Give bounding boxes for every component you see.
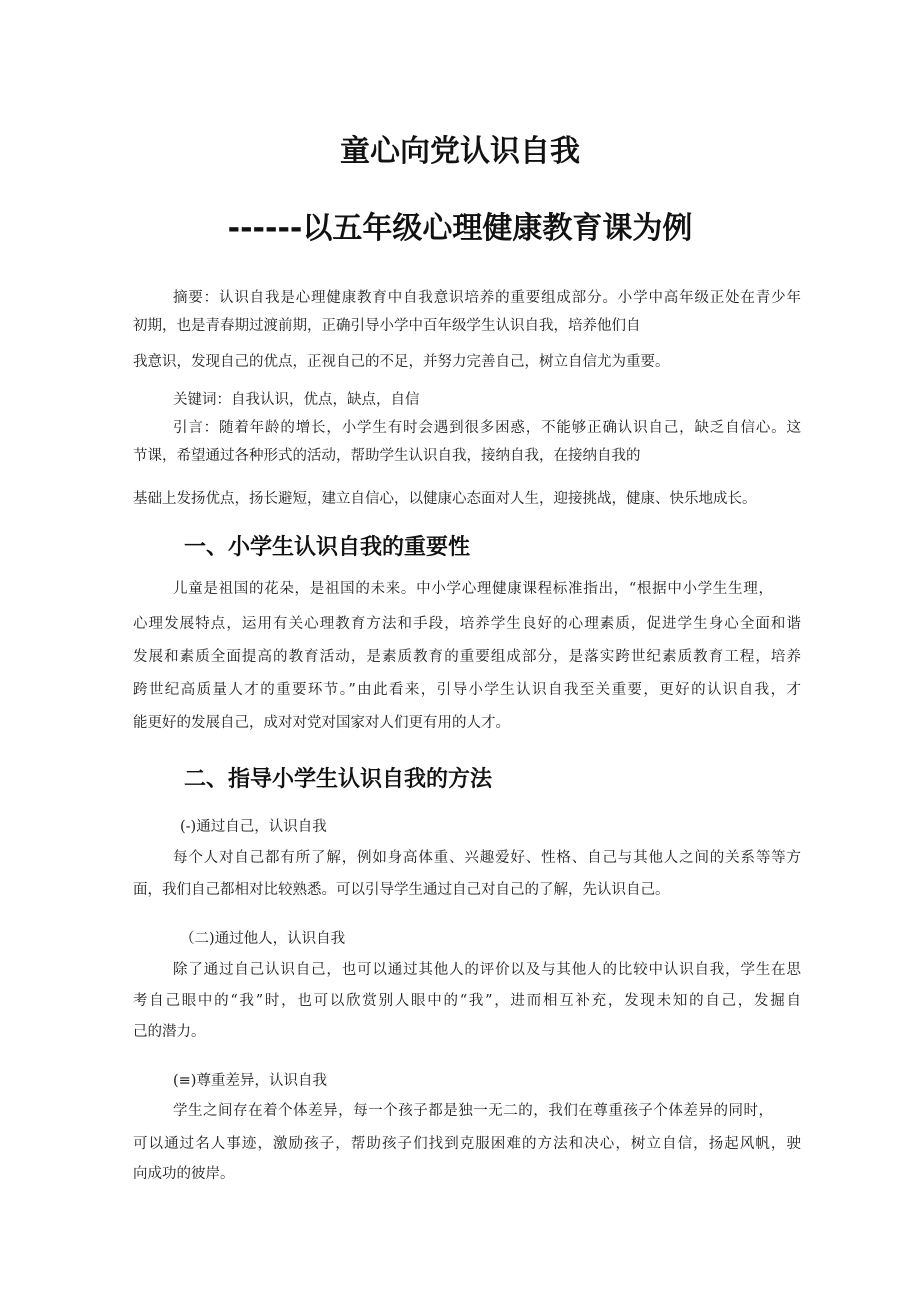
subsection-1-line-2: 面，我们自己都相对比较熟悉。可以引导学生通过自己对自己的了解，先认识自己。 [133, 882, 670, 898]
subsection-3-line-1: 学生之间存在着个体差异，每一个孩子都是独一无二的，我们在尊重孩子个体差异的同时， [173, 1103, 773, 1119]
subsection-2-line-3: 己的潜力。 [133, 1024, 206, 1040]
section-1-heading: 一、小学生认识自我的重要性 [184, 535, 471, 560]
section-1-line-2: 心理发展特点，运用有关心理教育方法和手段，培养学生良好的心理素质，促进学生身心全面和谐 [133, 616, 801, 632]
subsection-3-line-2: 可以通过名人事迹，激励孩子，帮助孩子们找到克服困难的方法和决心，树立自信，扬起风帆，驶 [133, 1136, 801, 1152]
abstract-line-3: 我意识，发现自己的优点，正视自己的不足，并努力完善自己，树立自信尤为重要。 [133, 354, 670, 370]
subsection-2-heading: （二)通过他人，认识自我 [180, 931, 346, 947]
section-1-line-4: 跨世纪高质量人才的重要环节。”由此看来，引导小学生认识自我至关重要，更好的认识自我，才 [133, 682, 801, 698]
abstract-line-2: 初期，也是青春期过渡前期，正确引导小学中百年级学生认识自我，培养他们自 [133, 318, 641, 334]
section-1-line-3: 发展和素质全面提高的教育活动，是素质教育的重要组成部分，是落实跨世纪素质教育工程，培养 [133, 649, 801, 665]
document-subtitle: ------以五年级心理健康教育课为例 [227, 211, 693, 246]
subsection-2-line-2: 考自己眼中的“我”时，也可以欣赏别人眼中的“我”，进而相互补充，发现未知的自己，发掘自 [133, 993, 801, 1009]
intro-line-3: 基础上发扬优点，扬长避短，建立自信心，以健康心态面对人生，迎接挑战，健康、快乐地成长。 [133, 491, 757, 507]
document-title: 童心向党认识自我 [340, 134, 580, 169]
subsection-2-line-1: 除了通过自己认识自己，也可以通过其他人的评价以及与其他人的比较中认识自我，学生在思 [173, 962, 801, 978]
intro-line-1: 引言：随着年龄的增长，小学生有时会遇到很多困惑，不能够正确认识自己，缺乏自信心。这 [173, 420, 801, 436]
section-2-heading: 二、指导小学生认识自我的方法 [184, 767, 493, 792]
abstract-line-1: 摘要：认识自我是心理健康教育中自我意识培养的重要组成部分。小学中高年级正处在青少年 [173, 290, 801, 306]
keywords: 关键词：自我认识，优点，缺点，自信 [173, 392, 420, 408]
intro-line-2: 节课，希望通过各种形式的活动，帮助学生认识自我，接纳自我，在接纳自我的 [133, 448, 641, 464]
section-1-line-1: 儿童是祖国的花朵，是祖国的未来。中小学心理健康课程标准指出，“根据中小学生生理， [173, 581, 773, 597]
subsection-1-line-1: 每个人对自己都有所了解，例如身高体重、兴趣爱好、性格、自己与其他人之间的关系等等方 [173, 850, 801, 866]
section-1-line-5: 能更好的发展自己，成对对党对国家对人们更有用的人才。 [133, 715, 510, 731]
subsection-3-heading: (≡)尊重差异，认识自我 [173, 1073, 327, 1089]
subsection-3-line-3: 向成功的彼岸。 [133, 1166, 235, 1182]
subsection-1-heading: (-)通过自己，认识自我 [180, 819, 327, 835]
